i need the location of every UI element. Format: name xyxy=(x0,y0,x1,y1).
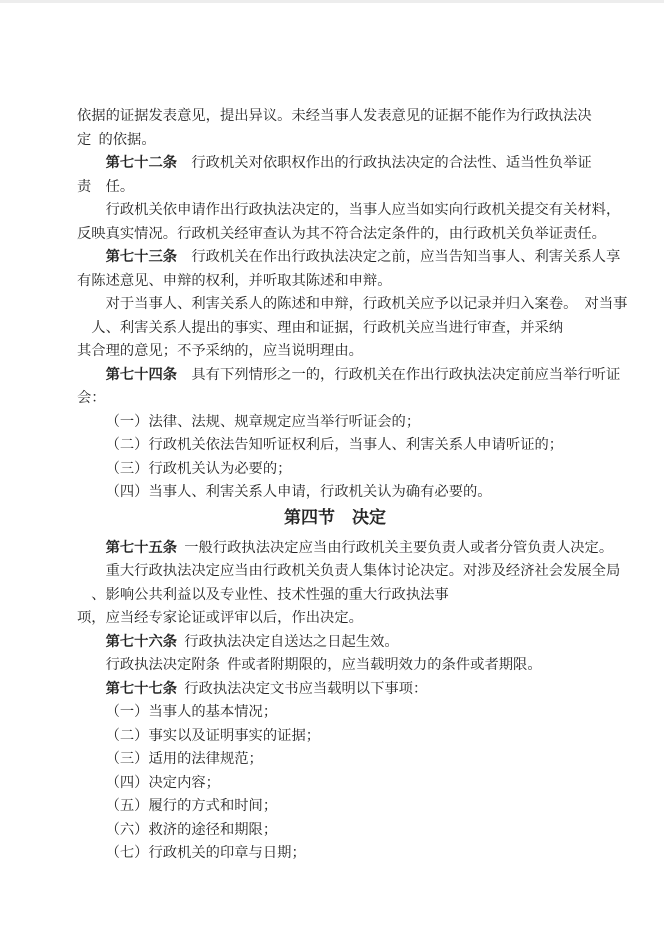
text-segment: 行政执法决定文书应当载明以下事项： xyxy=(177,680,428,697)
text-segment: 、影响公共利益以及专业性、技术性强的重大行政执法事 xyxy=(91,586,449,603)
text-segment: （一）法律、法规、规章规定应当举行听证会的； xyxy=(105,413,421,430)
article-number: 第七十五条 xyxy=(105,539,178,556)
text-line xyxy=(77,701,593,725)
text-line xyxy=(77,725,593,749)
text-line xyxy=(77,631,593,655)
text-segment: 反映真实情况。行政机关经审查认为其不符合法定条件的，由行政机关负举证责任。 xyxy=(77,225,606,242)
article-number: 第七十四条 xyxy=(105,366,178,383)
text-segment: 会： xyxy=(77,390,106,406)
text-line xyxy=(77,481,593,505)
text-line xyxy=(77,129,593,153)
text-line xyxy=(77,176,593,200)
text-line xyxy=(77,246,621,270)
text-segment: （五）履行的方式和时间； xyxy=(105,798,278,814)
text-line xyxy=(77,434,593,458)
text-line xyxy=(77,795,593,819)
text-line xyxy=(77,223,606,247)
text-line xyxy=(77,584,593,608)
text-line xyxy=(77,458,593,482)
text-segment: （二）事实以及证明事实的证据； xyxy=(105,727,321,744)
text-segment: 行政执法决定附条 件或者附期限的，应当载明效力的条件或者期限。 xyxy=(105,657,542,673)
text-line xyxy=(77,105,593,129)
text-segment: 责 任。 xyxy=(77,178,135,195)
article-number: 第七十二条 xyxy=(105,155,178,171)
text-segment: 其合理的意见；不予采纳的，应当说明理由。 xyxy=(77,343,363,359)
text-line xyxy=(77,819,593,843)
text-line xyxy=(77,317,593,341)
text-segment: 项，应当经专家论证或评审以后，作出决定。 xyxy=(77,610,363,626)
text-line xyxy=(77,340,593,364)
text-line xyxy=(77,411,593,435)
text-line xyxy=(77,270,593,294)
text-segment: 行政机关依申请作出行政执法决定的，当事人应当如实向行政机关提交有关材料， xyxy=(105,202,621,218)
text-line xyxy=(77,152,593,176)
section-heading: 第四节 决定 xyxy=(284,507,386,527)
page-top-edge xyxy=(0,0,664,3)
text-segment: 行政机关对依职权作出的行政执法决定的合法性、适当性负举证 xyxy=(177,155,592,171)
text-segment: （七）行政机关的印章与日期； xyxy=(105,845,306,861)
text-line xyxy=(77,607,593,631)
article-number: 第七十三条 xyxy=(105,249,178,265)
text-segment: （二）行政机关依法告知听证权利后，当事人、利害关系人申请听证的； xyxy=(105,437,564,453)
text-line xyxy=(77,772,593,796)
text-segment: 依据的证据发表意见，提出异议。未经当事人发表意见的证据不能作为行政执法决 xyxy=(77,108,592,124)
text-segment: 定 的依据。 xyxy=(77,131,156,148)
document-content xyxy=(77,105,628,866)
text-line xyxy=(77,199,621,223)
text-line xyxy=(77,654,593,678)
text-line xyxy=(77,364,621,388)
text-segment: 对于当事人、利害关系人的陈述和申辩，行政机关应予以记录并归入案卷。 对当事 xyxy=(105,296,628,312)
article-number: 第七十七条 xyxy=(105,680,178,697)
text-segment: （三）行政机关认为必要的； xyxy=(105,460,292,477)
text-segment: 人、利害关系人提出的事实、理由和证据，行政机关应当进行审查，并采纳 xyxy=(91,319,564,336)
text-line xyxy=(77,678,593,702)
text-segment: （六）救济的途径和期限； xyxy=(105,821,278,838)
text-line xyxy=(77,293,628,317)
text-segment: 重大行政执法决定应当由行政机关负责人集体讨论决定。对涉及经济社会发展全局 xyxy=(105,563,621,579)
text-segment: 行政执法决定自送达之日起生效。 xyxy=(177,633,399,650)
text-segment: 有陈述意见、申辩的权利，并听取其陈述和申辩。 xyxy=(77,272,392,289)
article-number: 第七十六条 xyxy=(105,633,178,650)
text-segment: （四）决定内容； xyxy=(105,774,220,791)
text-segment: 行政机关在作出行政执法决定之前，应当告知当事人、利害关系人享 xyxy=(177,249,621,265)
text-segment: 一般行政执法决定应当由行政机关主要负责人或者分管负责人决定。 xyxy=(177,539,614,556)
text-line xyxy=(77,560,621,584)
text-line xyxy=(77,748,593,772)
text-segment: （一）当事人的基本情况； xyxy=(105,704,278,720)
text-segment: 具有下列情形之一的，行政机关在作出行政执法决定前应当举行听证 xyxy=(177,366,621,383)
text-line xyxy=(77,537,614,561)
text-segment: （四）当事人、利害关系人申请，行政机关认为确有必要的。 xyxy=(105,484,492,500)
text-line xyxy=(77,842,593,866)
text-line xyxy=(77,387,593,411)
text-segment: （三）适用的法律规范； xyxy=(105,751,263,767)
